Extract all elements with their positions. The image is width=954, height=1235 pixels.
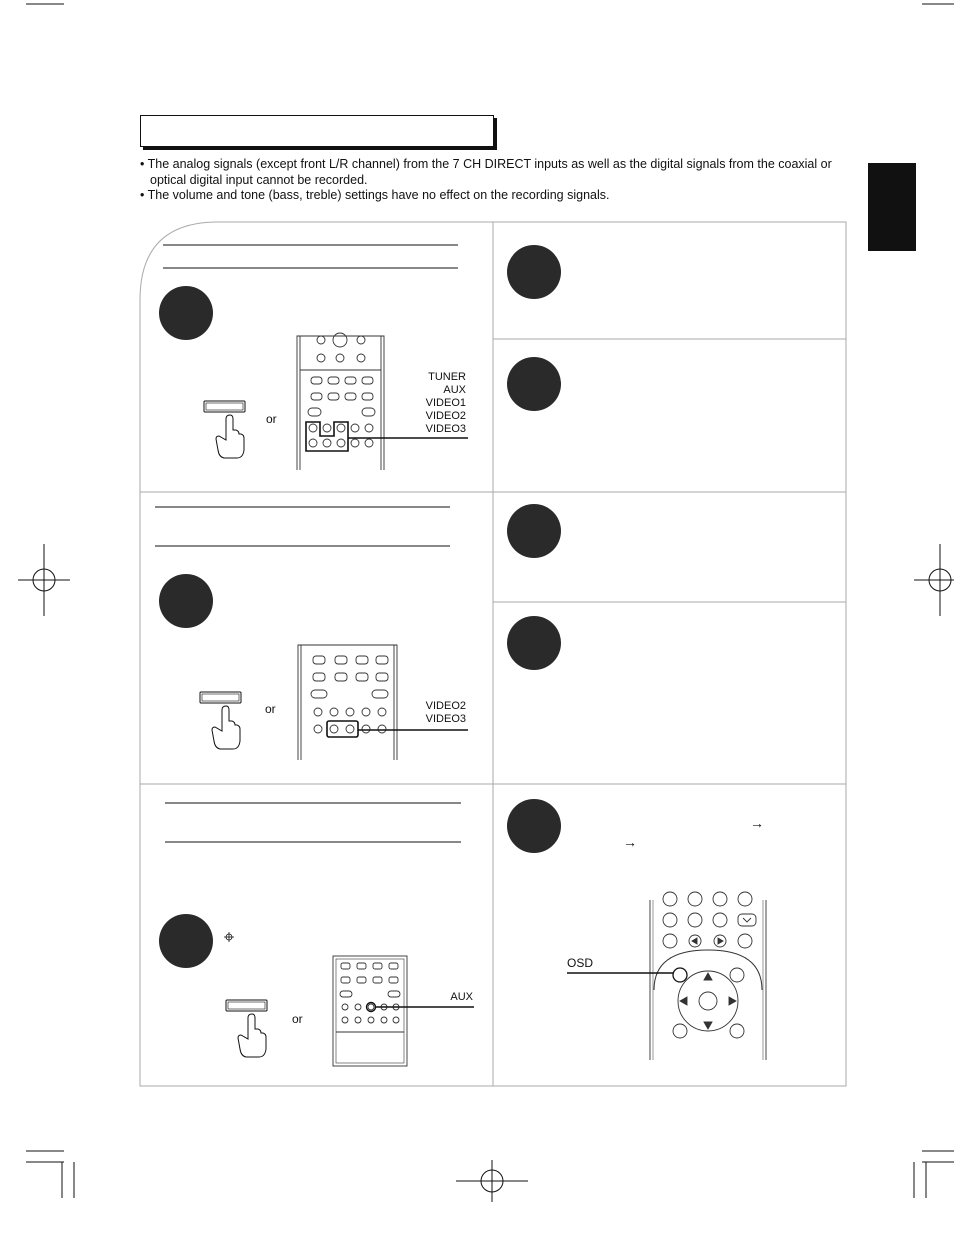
remote-3 (333, 956, 474, 1066)
label-aux: AUX (443, 384, 466, 396)
dial-icon (224, 932, 234, 942)
input-labels-3 (420, 991, 473, 1004)
or-text-2: or (265, 702, 276, 716)
hand-button-3 (226, 1000, 267, 1057)
input-labels-1 (400, 371, 466, 436)
note-1: • The analog signals (except front L/R channel) from the 7 CH DIRECT inputs as well as the digital signals from the coaxial or optical digital input cannot be recorded. (140, 157, 832, 187)
or-text-1: or (266, 412, 277, 426)
section-title-box (140, 115, 494, 147)
label-video2: VIDEO2 (425, 700, 466, 712)
step-circles (159, 245, 561, 968)
language-tab (868, 163, 916, 251)
notes (140, 157, 840, 204)
label-video2: VIDEO2 (425, 410, 466, 422)
input-labels-2 (400, 700, 466, 726)
label-tuner: TUNER (428, 371, 466, 383)
arrow-1: → (750, 815, 764, 831)
content-frame (140, 222, 846, 1086)
or-text-3: or (292, 1012, 303, 1026)
remote-osd (567, 892, 766, 1060)
label-video3: VIDEO3 (425, 713, 466, 725)
osd-label: OSD (567, 956, 594, 970)
note-2: • The volume and tone (bass, treble) settings have no effect on the recording signals. (140, 188, 610, 202)
arrow-2: → (623, 834, 637, 850)
label-aux: AUX (450, 991, 473, 1003)
label-video3: VIDEO3 (425, 423, 466, 435)
label-video1: VIDEO1 (425, 397, 466, 409)
hand-button-2 (200, 692, 241, 749)
registration-marks (18, 544, 954, 1202)
hand-button-1 (204, 401, 245, 458)
